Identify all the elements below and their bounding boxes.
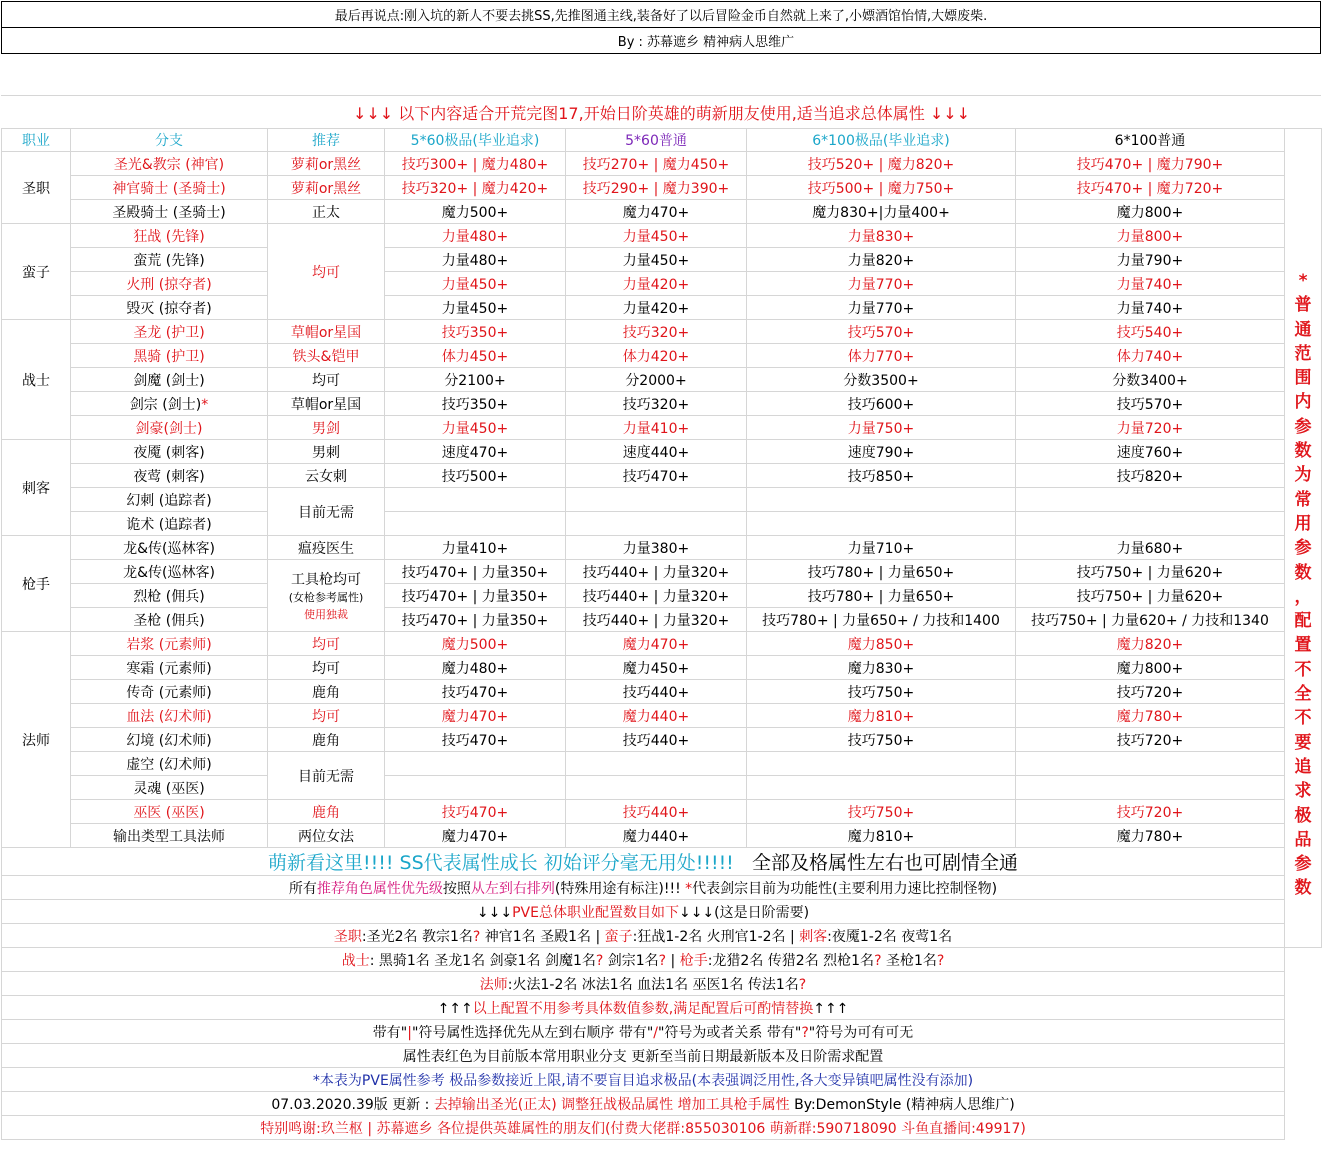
class-barbarian: 蛮子 bbox=[2, 224, 71, 320]
rec-cell: 两位女法 bbox=[268, 824, 385, 848]
attribute-table bbox=[1, 95, 1322, 1140]
value-cell: 魔力450+ bbox=[566, 656, 747, 680]
value-cell bbox=[1016, 512, 1285, 536]
value-cell: 力量450+ bbox=[385, 296, 566, 320]
value-cell: 技巧320+ bbox=[566, 320, 747, 344]
rec-cell: 草帽or星国 bbox=[268, 392, 385, 416]
value-cell: 技巧440+ | 力量320+ bbox=[566, 560, 747, 584]
value-cell: 魔力800+ bbox=[1016, 200, 1285, 224]
value-cell: 魔力810+ bbox=[747, 824, 1016, 848]
value-cell bbox=[566, 752, 747, 776]
newbie-note bbox=[2, 848, 1285, 876]
note-text: ? bbox=[801, 1024, 809, 1041]
value-cell: 体力740+ bbox=[1016, 344, 1285, 368]
value-cell: 力量770+ bbox=[747, 272, 1016, 296]
value-cell: 魔力500+ bbox=[385, 200, 566, 224]
col-header-class: 职业 bbox=[2, 129, 71, 152]
value-cell: 力量680+ bbox=[1016, 536, 1285, 560]
value-cell: 魔力780+ bbox=[1016, 824, 1285, 848]
value-cell bbox=[566, 776, 747, 800]
note-priority bbox=[2, 876, 1285, 900]
side-note-char: 数 bbox=[1294, 878, 1312, 899]
class-assassin: 刺客 bbox=[2, 440, 71, 536]
rec-cell: 均可 bbox=[268, 704, 385, 728]
rec-gun-note1: (女枪参考属性) bbox=[288, 590, 364, 604]
rec-cell: 均可 bbox=[268, 368, 385, 392]
note-text: 以上配置不用参考具体数值参数,满足配置后可酌情替换 bbox=[472, 1000, 814, 1017]
side-note-char: 为 bbox=[1294, 465, 1312, 486]
side-note-char: 不 bbox=[1294, 659, 1312, 680]
rec-cell: 均可 bbox=[268, 656, 385, 680]
side-note-char: 普 bbox=[1294, 295, 1312, 316]
rec-cell: 目前无需 bbox=[268, 752, 385, 800]
note-config-title bbox=[2, 900, 1285, 924]
value-cell: 力量420+ bbox=[566, 272, 747, 296]
value-cell bbox=[385, 776, 566, 800]
note-text: 刺客 bbox=[799, 928, 828, 945]
branch-cell: 火刑 (掠夺者) bbox=[71, 272, 268, 296]
value-cell: 技巧440+ | 力量320+ bbox=[566, 584, 747, 608]
value-cell: 分数3500+ bbox=[747, 368, 1016, 392]
note-text: ↑↑↑ bbox=[437, 1000, 473, 1017]
side-note-char: 要 bbox=[1294, 732, 1312, 753]
value-cell: 力量750+ bbox=[747, 416, 1016, 440]
note-text: 代表剑宗目前为功能性(主要利用力速比控制怪物) bbox=[692, 880, 998, 897]
side-note-char: 配 bbox=[1294, 611, 1312, 632]
note-config-2 bbox=[2, 948, 1285, 972]
value-cell bbox=[747, 488, 1016, 512]
branch-cell: 输出类型工具法师 bbox=[71, 824, 268, 848]
value-cell: 技巧500+ bbox=[385, 464, 566, 488]
note-text: ? bbox=[595, 952, 604, 969]
branch-cell: 灵魂 (巫医) bbox=[71, 776, 268, 800]
rec-gun-tools: 工具枪均可 bbox=[291, 571, 361, 588]
side-note-char: 数 bbox=[1294, 562, 1312, 583]
value-cell: 技巧470+ | 力量350+ bbox=[385, 560, 566, 584]
value-cell: 技巧440+ bbox=[566, 680, 747, 704]
value-cell: 技巧780+ | 力量650+ / 力技和1400 bbox=[747, 608, 1016, 632]
note-text: 剑宗1名 bbox=[603, 952, 659, 969]
note-text: / bbox=[653, 1024, 658, 1041]
branch-cell bbox=[71, 392, 268, 416]
note-text: 战士 bbox=[341, 952, 370, 969]
side-note-char: 求 bbox=[1294, 781, 1312, 802]
note-text: PVE总体职业配置数目如下 bbox=[512, 904, 679, 921]
value-cell: 技巧440+ bbox=[566, 728, 747, 752]
branch-cell: 夜魇 (刺客) bbox=[71, 440, 268, 464]
value-cell: 魔力800+ bbox=[1016, 656, 1285, 680]
side-note-char: 置 bbox=[1294, 635, 1312, 656]
note-text: ? bbox=[472, 928, 481, 945]
col-header-560: 5*60普通 bbox=[566, 129, 747, 152]
value-cell: 分2000+ bbox=[566, 368, 747, 392]
value-cell bbox=[385, 512, 566, 536]
value-cell: 技巧290+ | 魔力390+ bbox=[566, 176, 747, 200]
value-cell: 技巧350+ bbox=[385, 320, 566, 344]
note-text: ↑↑↑ bbox=[813, 1000, 849, 1017]
side-note-char: 参 bbox=[1294, 538, 1312, 559]
value-cell: 魔力830+|力量400+ bbox=[747, 200, 1016, 224]
value-cell: 魔力850+ bbox=[747, 632, 1016, 656]
note-text: 带有" bbox=[372, 1024, 408, 1041]
side-note-char: 内 bbox=[1294, 392, 1312, 413]
value-cell: 技巧520+ | 魔力820+ bbox=[747, 152, 1016, 176]
note-text: : 黑骑1名 圣龙1名 剑豪1名 剑魔1名 bbox=[369, 952, 596, 969]
value-cell: 魔力480+ bbox=[385, 656, 566, 680]
value-cell bbox=[566, 488, 747, 512]
note-text: :龙猎2名 传猎2名 烈枪1名 bbox=[707, 952, 875, 969]
value-cell: 魔力470+ bbox=[385, 704, 566, 728]
value-cell: 力量450+ bbox=[566, 248, 747, 272]
col-header-rec: 推荐 bbox=[268, 129, 385, 152]
rec-cell: 云女刺 bbox=[268, 464, 385, 488]
side-note-text bbox=[1293, 269, 1313, 901]
note-text: "符号属性选择优先从左到右顺序 带有" bbox=[411, 1024, 654, 1041]
value-cell: 技巧540+ bbox=[1016, 320, 1285, 344]
newbie-note-a: 萌新看这里!!!! SS代表属性成长 初始评分毫无用处!!!!! bbox=[268, 852, 734, 874]
side-note-char: 通 bbox=[1294, 319, 1312, 340]
col-header-6100max: 6*100极品(毕业追求) bbox=[747, 129, 1016, 152]
branch-cell: 巫医 (巫医) bbox=[71, 800, 268, 824]
note-text: 去掉输出圣光(正太) 调整狂战极品属性 增加工具枪手属性 bbox=[433, 1096, 790, 1113]
note-text: ? bbox=[658, 952, 667, 969]
side-note-char: 全 bbox=[1294, 684, 1312, 705]
note-text: "符号为或者关系 带有" bbox=[657, 1024, 802, 1041]
star-mark: * bbox=[201, 396, 209, 413]
branch-cell: 传奇 (元素师) bbox=[71, 680, 268, 704]
value-cell: 技巧850+ bbox=[747, 464, 1016, 488]
branch-cell: 圣殿骑士 (圣骑士) bbox=[71, 200, 268, 224]
note-text: ? bbox=[798, 976, 807, 993]
value-cell bbox=[385, 488, 566, 512]
note-text: 圣职 bbox=[333, 928, 362, 945]
note-text: ? bbox=[874, 952, 882, 969]
branch-cell: 诡术 (追踪者) bbox=[71, 512, 268, 536]
branch-text: 剑宗 (剑士) bbox=[129, 396, 202, 413]
rec-cell: 鹿角 bbox=[268, 728, 385, 752]
rec-cell: 男剑 bbox=[268, 416, 385, 440]
value-cell: 魔力470+ bbox=[566, 200, 747, 224]
branch-cell: 黑骑 (护卫) bbox=[71, 344, 268, 368]
value-cell bbox=[747, 776, 1016, 800]
note-text: :火法1-2名 冰法1名 血法1名 巫医1名 传法1名 bbox=[507, 976, 799, 993]
branch-cell: 幻刺 (追踪者) bbox=[71, 488, 268, 512]
value-cell: 力量800+ bbox=[1016, 224, 1285, 248]
class-warrior: 战士 bbox=[2, 320, 71, 440]
value-cell: 速度760+ bbox=[1016, 440, 1285, 464]
value-cell: 力量740+ bbox=[1016, 296, 1285, 320]
value-cell: 技巧270+ | 魔力450+ bbox=[566, 152, 747, 176]
value-cell: 力量720+ bbox=[1016, 416, 1285, 440]
value-cell: 技巧470+ | 魔力720+ bbox=[1016, 176, 1285, 200]
note-text: 圣枪1名 bbox=[881, 952, 937, 969]
value-cell: 技巧600+ bbox=[747, 392, 1016, 416]
note-text: 蛮子 bbox=[604, 928, 633, 945]
value-cell: 魔力470+ bbox=[385, 824, 566, 848]
branch-cell: 圣光&教宗 (神官) bbox=[71, 152, 268, 176]
value-cell: 技巧300+ | 魔力480+ bbox=[385, 152, 566, 176]
value-cell: 力量480+ bbox=[385, 224, 566, 248]
value-cell: 力量740+ bbox=[1016, 272, 1285, 296]
value-cell: 魔力810+ bbox=[747, 704, 1016, 728]
value-cell: 力量450+ bbox=[566, 224, 747, 248]
value-cell: 魔力500+ bbox=[385, 632, 566, 656]
col-header-6100: 6*100普通 bbox=[1016, 129, 1285, 152]
note-text: 推荐角色属性优先级 bbox=[316, 880, 443, 897]
value-cell bbox=[385, 752, 566, 776]
note-text: 从左到右排列 bbox=[470, 880, 555, 897]
value-cell: 体力420+ bbox=[566, 344, 747, 368]
value-cell: 力量790+ bbox=[1016, 248, 1285, 272]
rec-cell: 铁头&铠甲 bbox=[268, 344, 385, 368]
branch-cell: 龙&传(巡林客) bbox=[71, 536, 268, 560]
branch-cell: 血法 (幻术师) bbox=[71, 704, 268, 728]
rec-cell: 男刺 bbox=[268, 440, 385, 464]
note-pve: *本表为PVE属性参考 极品参数接近上限,请不要盲目追求极品(本表强调泛用性,各大变异镇吧属性没有添加) bbox=[2, 1068, 1285, 1092]
branch-cell: 神官骑士 (圣骑士) bbox=[71, 176, 268, 200]
value-cell: 魔力440+ bbox=[566, 824, 747, 848]
value-cell: 魔力440+ bbox=[566, 704, 747, 728]
class-mage: 法师 bbox=[2, 632, 71, 848]
value-cell: 技巧720+ bbox=[1016, 728, 1285, 752]
side-note bbox=[1285, 129, 1322, 948]
side-note-char: 用 bbox=[1294, 513, 1312, 534]
value-cell: 力量380+ bbox=[566, 536, 747, 560]
value-cell bbox=[747, 512, 1016, 536]
value-cell: 体力450+ bbox=[385, 344, 566, 368]
note-symbols bbox=[2, 1020, 1285, 1044]
branch-cell: 毁灭 (掠夺者) bbox=[71, 296, 268, 320]
note-text: By:DemonStyle (精神病人思维广) bbox=[789, 1096, 1015, 1113]
rec-cell: 萝莉or黑丝 bbox=[268, 152, 385, 176]
value-cell: 技巧470+ | 力量350+ bbox=[385, 584, 566, 608]
value-cell: 技巧750+ bbox=[747, 728, 1016, 752]
value-cell: 技巧470+ bbox=[385, 680, 566, 704]
side-note-char: 不 bbox=[1294, 708, 1312, 729]
note-text: * bbox=[685, 880, 693, 897]
rec-cell: 鹿角 bbox=[268, 800, 385, 824]
value-cell: 技巧820+ bbox=[1016, 464, 1285, 488]
branch-cell: 岩浆 (元素师) bbox=[71, 632, 268, 656]
value-cell: 力量770+ bbox=[747, 296, 1016, 320]
note-text: :圣光2名 教宗1名 bbox=[361, 928, 473, 945]
side-note-char: 追 bbox=[1294, 756, 1312, 777]
side-note-char: 参 bbox=[1294, 416, 1312, 437]
note-red-meaning: 属性表红色为目前版本常用职业分支 更新至当前日期最新版本及日阶需求配置 bbox=[2, 1044, 1285, 1068]
value-cell: 技巧500+ | 魔力750+ bbox=[747, 176, 1016, 200]
side-note-char: 围 bbox=[1294, 368, 1312, 389]
branch-cell: 烈枪 (佣兵) bbox=[71, 584, 268, 608]
branch-cell: 夜莺 (刺客) bbox=[71, 464, 268, 488]
rec-cell: 鹿角 bbox=[268, 680, 385, 704]
value-cell: 魔力830+ bbox=[747, 656, 1016, 680]
value-cell: 力量710+ bbox=[747, 536, 1016, 560]
value-cell: 技巧570+ bbox=[747, 320, 1016, 344]
value-cell: 技巧750+ | 力量620+ bbox=[1016, 560, 1285, 584]
note-text: | bbox=[666, 952, 680, 969]
rec-cell: 萝莉or黑丝 bbox=[268, 176, 385, 200]
note-config-1 bbox=[2, 924, 1285, 948]
value-cell: 技巧780+ | 力量650+ bbox=[747, 560, 1016, 584]
value-cell: 技巧350+ bbox=[385, 392, 566, 416]
value-cell bbox=[1016, 776, 1285, 800]
value-cell: 力量450+ bbox=[385, 416, 566, 440]
top-note-2 bbox=[1, 28, 1321, 54]
value-cell: 魔力780+ bbox=[1016, 704, 1285, 728]
value-cell: 技巧470+ bbox=[385, 800, 566, 824]
branch-cell: 幻境 (幻术师) bbox=[71, 728, 268, 752]
top-note-1-text: 最后再说点:刚入坑的新人不要去挑SS,先推图通主线,装备好了以后冒险金币自然就上来了,小嫖酒馆怡情,大嫖废柴. bbox=[334, 9, 988, 24]
value-cell: 技巧470+ bbox=[385, 728, 566, 752]
rec-cell: 均可 bbox=[268, 224, 385, 320]
value-cell: 技巧470+ | 力量350+ bbox=[385, 608, 566, 632]
side-note-char: ， bbox=[1294, 586, 1312, 607]
value-cell bbox=[566, 512, 747, 536]
branch-cell: 剑魔 (剑士) bbox=[71, 368, 268, 392]
top-note-1 bbox=[1, 1, 1321, 28]
branch-cell: 剑豪(剑士) bbox=[71, 416, 268, 440]
value-cell: 魔力470+ bbox=[566, 632, 747, 656]
value-cell: 力量450+ bbox=[385, 272, 566, 296]
branch-cell: 圣龙 (护卫) bbox=[71, 320, 268, 344]
note-text: 神官1名 圣殿1名 | bbox=[480, 928, 605, 945]
note-text: ↓↓↓(这是日阶需要) bbox=[678, 904, 810, 921]
value-cell: 技巧570+ bbox=[1016, 392, 1285, 416]
rec-cell: 均可 bbox=[268, 632, 385, 656]
note-text: ? bbox=[936, 952, 945, 969]
note-text: | bbox=[407, 1024, 412, 1041]
note-text: "符号为可有可无 bbox=[808, 1024, 914, 1041]
value-cell: 技巧780+ | 力量650+ bbox=[747, 584, 1016, 608]
value-cell: 速度470+ bbox=[385, 440, 566, 464]
value-cell: 技巧440+ bbox=[566, 800, 747, 824]
value-cell: 技巧440+ | 力量320+ bbox=[566, 608, 747, 632]
note-text: 按照 bbox=[442, 880, 471, 897]
value-cell: 技巧320+ | 魔力420+ bbox=[385, 176, 566, 200]
rec-cell: 瘟疫医生 bbox=[268, 536, 385, 560]
note-text: :夜魇1-2名 夜莺1名 bbox=[827, 928, 953, 945]
value-cell: 分数3400+ bbox=[1016, 368, 1285, 392]
value-cell: 力量820+ bbox=[747, 248, 1016, 272]
value-cell: 体力770+ bbox=[747, 344, 1016, 368]
note-config-3 bbox=[2, 972, 1285, 996]
note-thanks: 特别鸣谢:玖兰枢 | 苏幕遮乡 各位提供英雄属性的朋友们(付费大佬群:855030106 萌新群:590718090 斗鱼直播间:49917) bbox=[2, 1116, 1285, 1140]
value-cell: 技巧320+ bbox=[566, 392, 747, 416]
note-text: (特殊用途有标注)!!! bbox=[554, 880, 686, 897]
note-text: 07.03.2020.39版 更新 : bbox=[271, 1096, 434, 1113]
value-cell: 力量410+ bbox=[385, 536, 566, 560]
side-note-char: 极 bbox=[1294, 805, 1312, 826]
branch-cell: 圣枪 (佣兵) bbox=[71, 608, 268, 632]
rec-cell: 正太 bbox=[268, 200, 385, 224]
branch-cell: 寒霜 (元素师) bbox=[71, 656, 268, 680]
value-cell: 技巧470+ | 魔力790+ bbox=[1016, 152, 1285, 176]
branch-cell: 狂战 (先锋) bbox=[71, 224, 268, 248]
value-cell bbox=[1016, 752, 1285, 776]
value-cell: 技巧750+ bbox=[747, 680, 1016, 704]
author-credit: By : 苏幕遮乡 精神病人思维广 bbox=[617, 35, 795, 50]
note-text: :狂战1-2名 火刑官1-2名 | bbox=[632, 928, 800, 945]
branch-cell: 蛮荒 (先锋) bbox=[71, 248, 268, 272]
side-note-char: 数 bbox=[1294, 441, 1312, 462]
note-replace bbox=[2, 996, 1285, 1020]
note-text: 所有 bbox=[288, 880, 317, 897]
side-note-char: * bbox=[1298, 271, 1308, 291]
value-cell: 技巧750+ | 力量620+ bbox=[1016, 584, 1285, 608]
value-cell: 分2100+ bbox=[385, 368, 566, 392]
rec-cell-gun bbox=[268, 560, 385, 632]
rec-gun-note2: 使用独裁 bbox=[304, 607, 348, 621]
value-cell bbox=[1016, 488, 1285, 512]
note-text: ↓↓↓ bbox=[476, 904, 513, 921]
side-note-char: 参 bbox=[1294, 854, 1312, 875]
value-cell: 力量420+ bbox=[566, 296, 747, 320]
newbie-note-b: 全部及格属性左右也可剧情全通 bbox=[751, 852, 1018, 874]
value-cell: 魔力820+ bbox=[1016, 632, 1285, 656]
note-version bbox=[2, 1092, 1285, 1116]
value-cell: 技巧720+ bbox=[1016, 800, 1285, 824]
value-cell: 技巧750+ bbox=[747, 800, 1016, 824]
value-cell: 速度790+ bbox=[747, 440, 1016, 464]
value-cell: 速度440+ bbox=[566, 440, 747, 464]
value-cell bbox=[747, 752, 1016, 776]
class-priest: 圣职 bbox=[2, 152, 71, 224]
class-gunner: 枪手 bbox=[2, 536, 71, 632]
branch-cell: 虚空 (幻术师) bbox=[71, 752, 268, 776]
value-cell: 力量830+ bbox=[747, 224, 1016, 248]
col-header-branch: 分支 bbox=[71, 129, 268, 152]
branch-cell: 龙&传(巡林客) bbox=[71, 560, 268, 584]
value-cell: 技巧720+ bbox=[1016, 680, 1285, 704]
value-cell: 力量410+ bbox=[566, 416, 747, 440]
value-cell: 技巧470+ bbox=[566, 464, 747, 488]
rec-cell: 目前无需 bbox=[268, 488, 385, 536]
note-text: 枪手 bbox=[679, 952, 708, 969]
rec-cell: 草帽or星国 bbox=[268, 320, 385, 344]
value-cell: 技巧750+ | 力量620+ / 力技和1340 bbox=[1016, 608, 1285, 632]
side-note-char: 品 bbox=[1294, 829, 1312, 850]
table-header: ↓↓↓ 以下内容适合开荒完图17,开始日阶英雄的萌新朋友使用,适当追求总体属性 ↓↓↓ bbox=[2, 96, 1322, 129]
side-note-char: 常 bbox=[1294, 489, 1312, 510]
side-note-char: 范 bbox=[1294, 343, 1312, 364]
col-header-560max: 5*60极品(毕业追求) bbox=[385, 129, 566, 152]
note-text: 法师 bbox=[479, 976, 508, 993]
value-cell: 力量480+ bbox=[385, 248, 566, 272]
